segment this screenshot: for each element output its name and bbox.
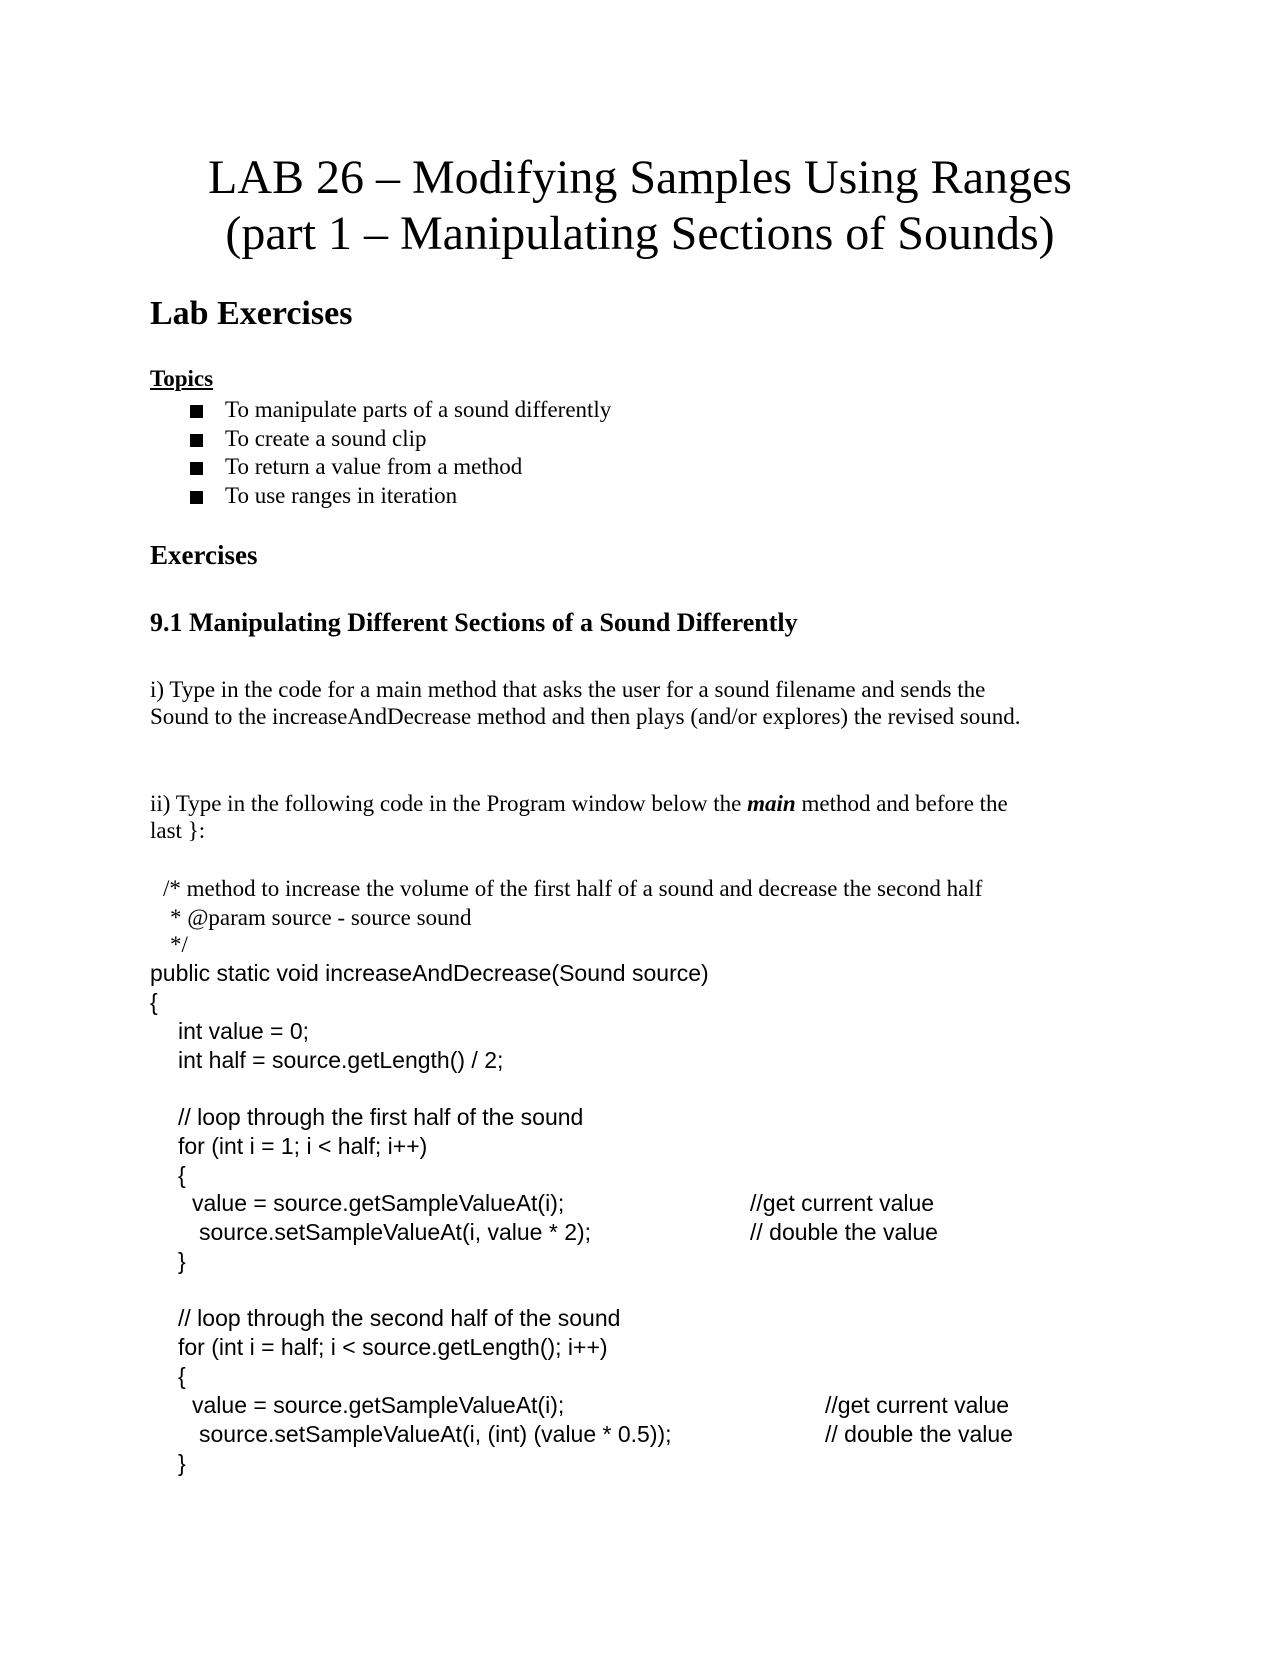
page-title-line-2: (part 1 – Manipulating Sections of Sounds) — [225, 207, 1055, 260]
step-i-line-2: Sound to the increaseAndDecrease method and then plays (and/or explores) the revised sound. — [150, 704, 1021, 729]
code-loop2-comment: // loop through the second half of the sound — [178, 1305, 621, 1331]
code-loop1-get: value = source.getSampleValueAt(i); — [192, 1190, 565, 1216]
code-signature: public static void increaseAndDecrease(Sound source) — [150, 960, 709, 986]
square-bullet-icon — [190, 462, 203, 475]
code-loop2-get: value = source.getSampleValueAt(i); — [192, 1392, 565, 1418]
square-bullet-icon — [190, 491, 203, 504]
code-decl-half: int half = source.getLength() / 2; — [178, 1047, 504, 1073]
lab-exercises-heading: Lab Exercises — [150, 295, 353, 332]
code-loop1-comment: // loop through the first half of the sound — [178, 1104, 584, 1130]
code-loop2-open: { — [178, 1363, 186, 1389]
step-ii-line-2: last }: — [150, 818, 206, 843]
code-loop1-set: source.setSampleValueAt(i, value * 2); — [199, 1219, 592, 1245]
section-heading: 9.1 Manipulating Different Sections of a Sound Differently — [150, 608, 798, 637]
step-ii-line-1 — [150, 790, 1008, 817]
code-loop2-get-comment: //get current value — [825, 1392, 1010, 1418]
code-loop2-for: for (int i = half; i < source.getLength(); i++) — [178, 1334, 608, 1360]
square-bullet-icon — [190, 434, 203, 447]
step-i-line-1: i) Type in the code for a main method that asks the user for a sound filename and sends the — [150, 677, 986, 702]
doc-comment-line: /* method to increase the volume of the first half of a sound and decrease the second half — [163, 876, 983, 901]
doc-comment-line: * @param source - source sound — [170, 905, 472, 930]
code-loop2-set: source.setSampleValueAt(i, (int) (value * 0.5)); — [199, 1421, 672, 1447]
code-loop1-close: } — [178, 1248, 186, 1274]
square-bullet-icon — [190, 405, 203, 418]
topic-item-text: To create a sound clip — [225, 426, 427, 451]
code-loop1-open: { — [178, 1162, 186, 1188]
topics-label: Topics — [150, 366, 214, 391]
exercises-heading: Exercises — [150, 540, 258, 570]
code-loop1-get-comment: //get current value — [750, 1190, 935, 1216]
step-ii-text-before: ii) Type in the following code in the Program window below the — [150, 791, 748, 816]
step-ii-emphasis: main — [747, 791, 796, 816]
topic-item-text: To return a value from a method — [225, 454, 523, 479]
topic-item-text: To manipulate parts of a sound differently — [225, 397, 612, 422]
page-title-line-1: LAB 26 – Modifying Samples Using Ranges — [208, 151, 1072, 204]
step-ii-text-after: method and before the — [795, 791, 1008, 816]
code-decl-value: int value = 0; — [178, 1018, 310, 1044]
code-loop1-for: for (int i = 1; i < half; i++) — [178, 1133, 428, 1159]
code-loop1-set-comment: // double the value — [750, 1219, 938, 1245]
code-open-brace: { — [150, 989, 158, 1015]
doc-comment-line: */ — [170, 932, 188, 957]
code-loop2-close: } — [178, 1450, 186, 1476]
topic-item-text: To use ranges in iteration — [225, 483, 458, 508]
code-loop2-set-comment: // double the value — [825, 1421, 1013, 1447]
